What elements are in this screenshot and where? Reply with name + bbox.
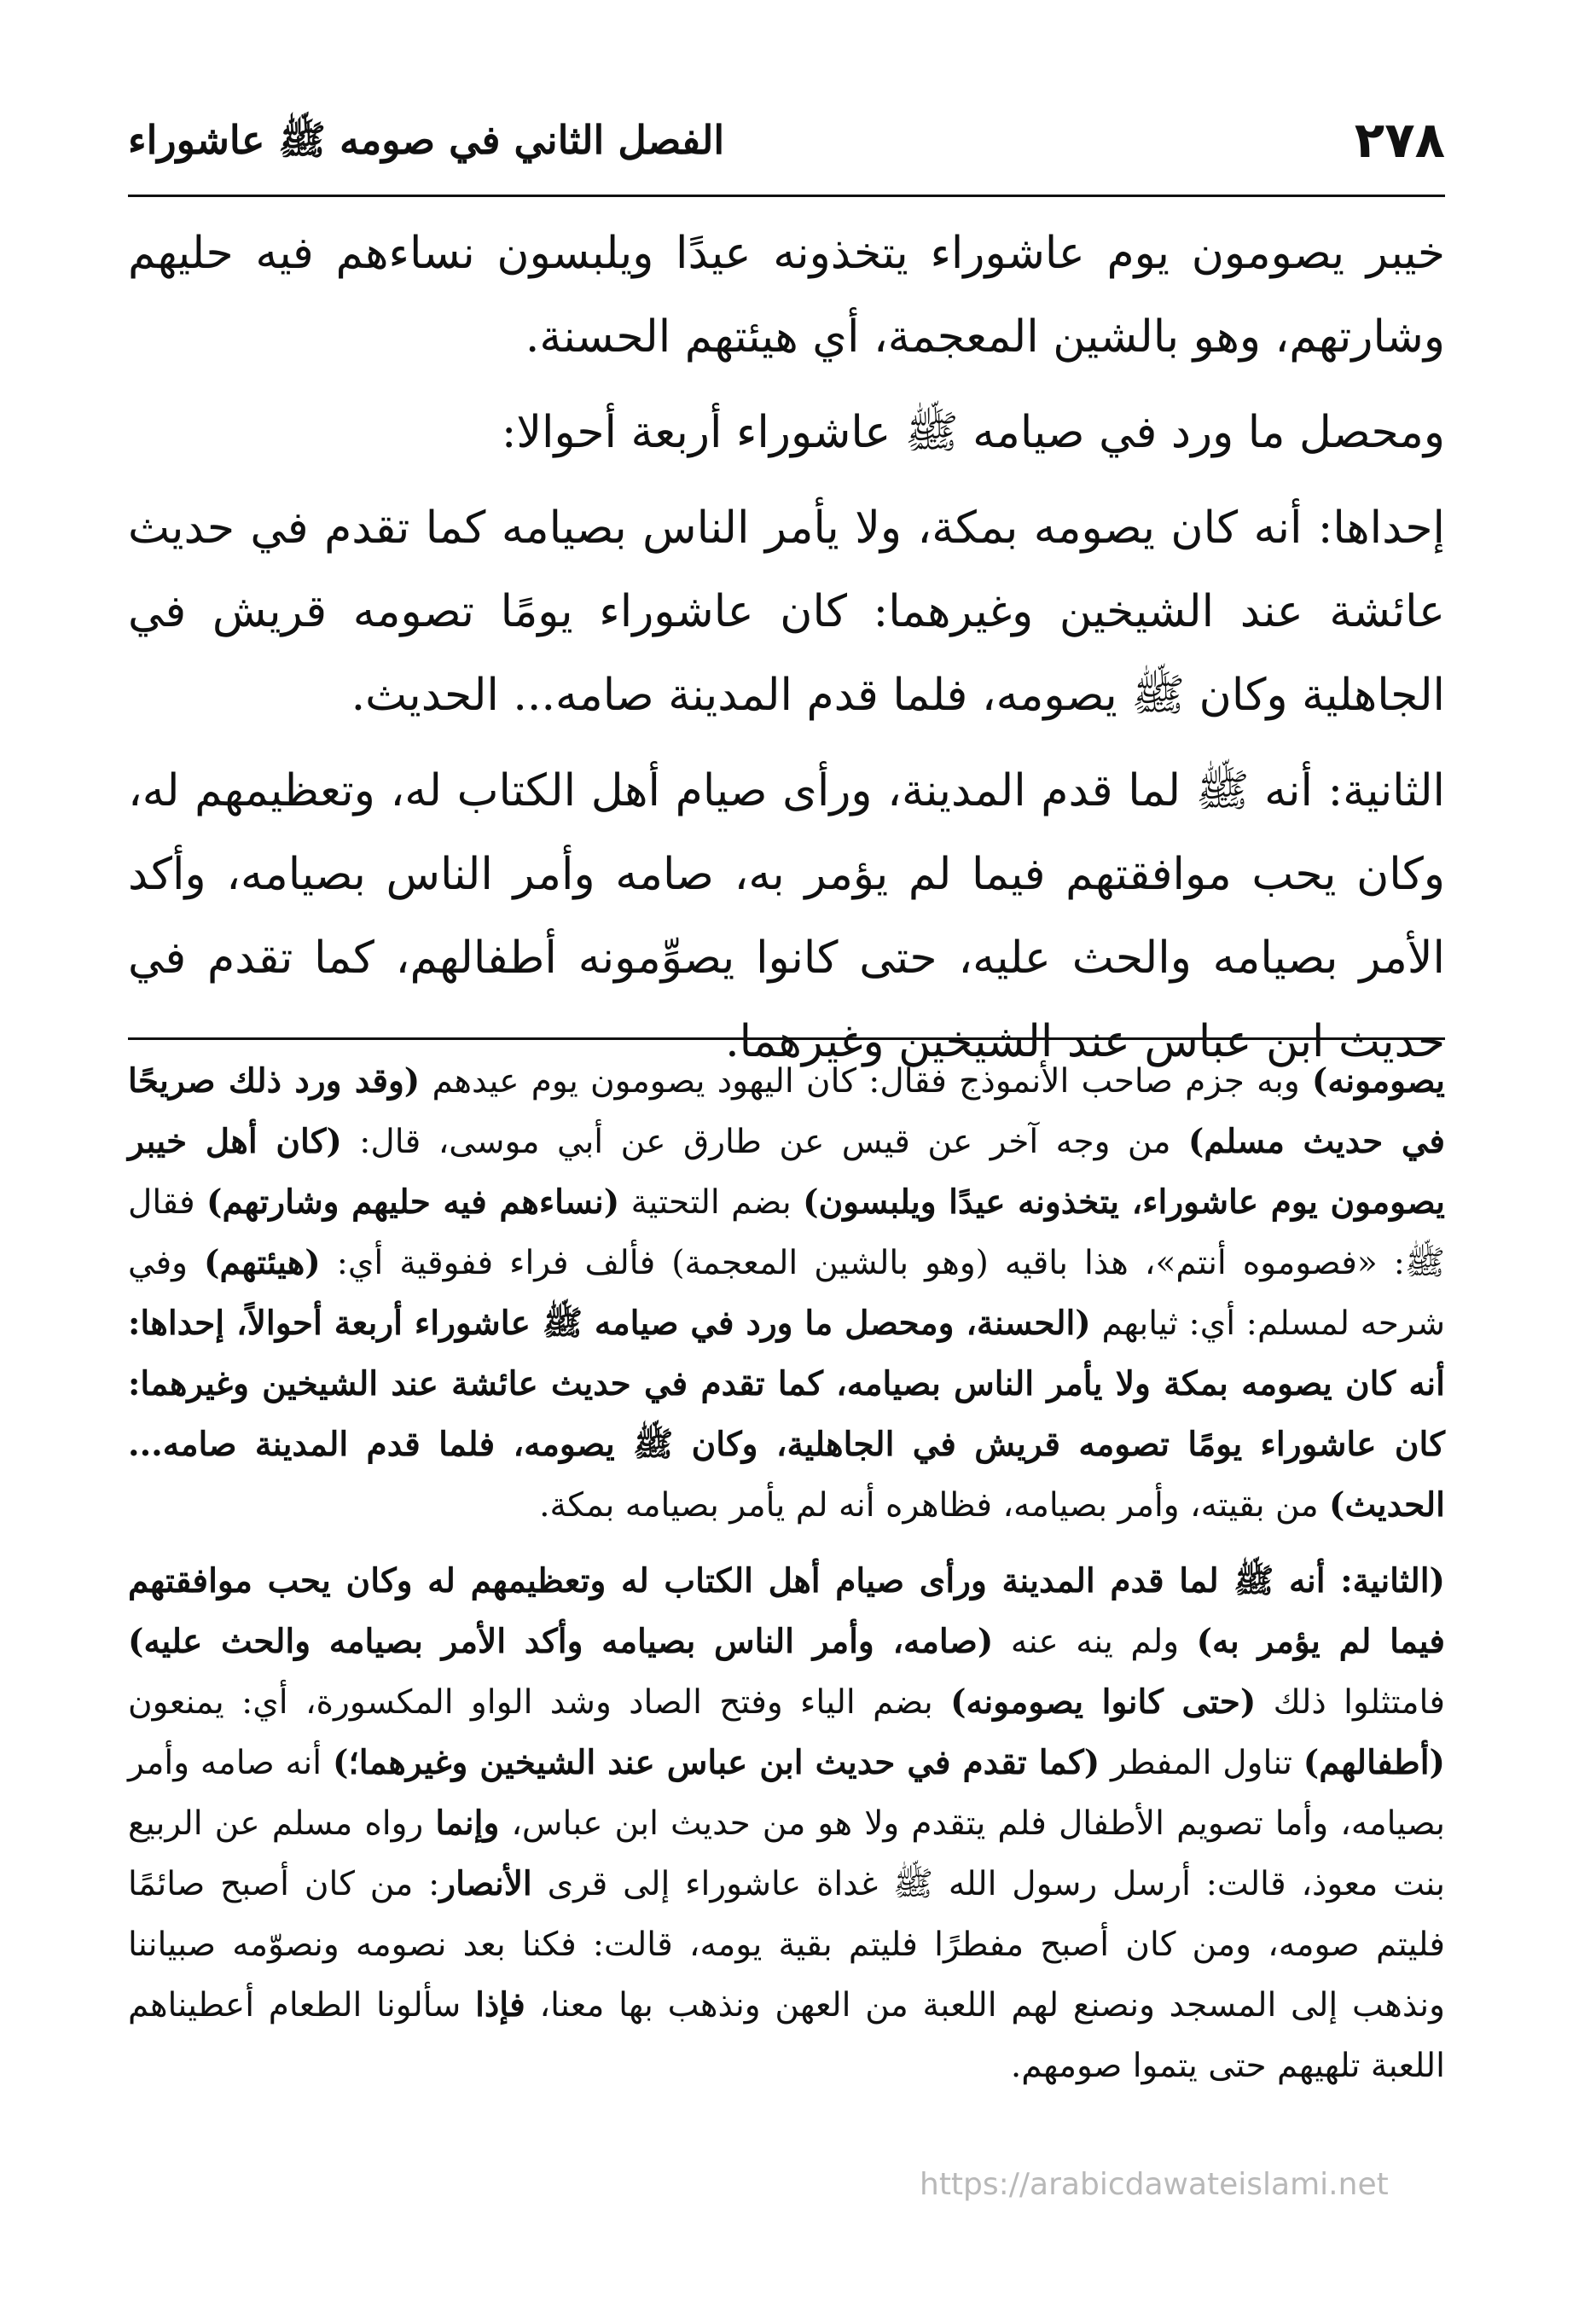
f2-segment-15: سألونا الطعام أعطيناهم اللعبة تلهيهم حتى يتموا صومهم. xyxy=(128,1986,1445,2085)
f2-segment-12: الأنصار xyxy=(439,1864,532,1903)
f1-segment-5: بضم التحتية xyxy=(619,1183,804,1222)
f2-segment-1: ولم ينه عنه xyxy=(993,1623,1197,1661)
f1-segment-11: وفي شرحه لمسلم: أي: ثيابهم xyxy=(128,1244,1446,1343)
f2-segment-8: (كما تقدم في حديث ابن عباس عند الشيخين وغيرهما؛) xyxy=(332,1743,1100,1782)
f2-segment-0: (الثانية: أنه ﷺ لما قدم المدينة ورأى صيام أهل الكتاب له وتعظيمهم له وكان يحب موافقتهم فيما لم يؤمر به) xyxy=(128,1561,1445,1661)
f2-segment-14: فإذا xyxy=(475,1985,525,2025)
footnote-divider xyxy=(128,1037,1445,1040)
f1-segment-9: فألف فراء ففوقية أي: xyxy=(320,1244,672,1282)
f2-segment-11: رواه مسلم عن الربيع بنت معوذ، قالت: أرسل رسول الله ﷺ غداة عاشوراء إلى قرى xyxy=(128,1804,1445,1903)
f1-segment-3: من وجه آخر عن قيس عن طارق عن أبي موسى، قال: xyxy=(341,1123,1188,1161)
f1-segment-2: (وقد ورد ذلك صريحًا في حديث مسلم) xyxy=(128,1061,1445,1161)
f2-segment-7: تناول المفطر xyxy=(1100,1744,1303,1782)
main-paragraph-3: إحداها: أنه كان يصومه بمكة، ولا يأمر الناس بصيامه كما تقدم في حديث عائشة عند الشيخين وغيرهما: كان عاشوراء يومًا تصومه قريش في الجاهلية وكان ﷺ يصومه، فلما قدم المدينة صامه... الحديث. xyxy=(128,503,1445,721)
main-text xyxy=(128,212,1445,1095)
f1-segment-8: (وهو بالشين المعجمة) xyxy=(671,1244,989,1282)
main-paragraph-1: خيبر يصومون يوم عاشوراء يتخذونه عيدًا ويلبسون نساءهم فيه حليهم وشارتهم، وهو بالشين المعجمة، أي هيئتهم الحسنة. xyxy=(128,228,1445,363)
f1-segment-1: وبه جزم صاحب الأنموذج فقال: كان اليهود يصومون يوم عيدهم xyxy=(420,1062,1312,1101)
chapter-title: الفصل الثاني في صومه ﷺ عاشوراء xyxy=(128,117,725,163)
f1-segment-6: (نساءهم فيه حليهم وشارتهم) xyxy=(206,1182,620,1222)
page-number: ٢٧٨ xyxy=(1354,111,1445,169)
f2-segment-3: فامتثلوا ذلك xyxy=(1256,1683,1445,1722)
main-paragraph-4: الثانية: أنه ﷺ لما قدم المدينة، ورأى صيام أهل الكتاب له، وتعظيمهم له، وكان يحب موافقتهم فيما لم يؤمر به، صامه وأمر الناس بصيامه، وأكد الأمر بصيامه والحث عليه، حتى كانوا يصوِّمونه أطفالهم، كما تقدم في حديث ابن عباس عند الشيخين وغيرهما. xyxy=(128,765,1445,1067)
f1-segment-4: (كان أهل خيبر يصومون يوم عاشوراء، يتخذونه عيدًا ويلبسون) xyxy=(128,1122,1445,1222)
main-paragraph-2: ومحصل ما ورد في صيامه ﷺ عاشوراء أربعة أحوالا: xyxy=(501,407,1445,458)
f2-segment-2: (صامه، وأمر الناس بصيامه وأكد الأمر بصيامه والحث عليه) xyxy=(128,1622,994,1661)
header-divider xyxy=(128,195,1445,197)
f1-segment-7: فقال ﷺ: «فصوموه أنتم»، هذا باقيه xyxy=(128,1183,1445,1282)
f1-segment-0: يصومونه) xyxy=(1311,1061,1445,1101)
f1-segment-10: (هيئتهم) xyxy=(204,1243,321,1282)
f2-segment-5: بضم الياء وفتح الصاد وشد الواو المكسورة، أي: يمنعون xyxy=(128,1683,951,1722)
watermark-url: https://arabicdawateislami.net xyxy=(920,2167,1389,2202)
f2-segment-13: : من كان أصبح صائمًا فليتم صومه، ومن كان أصبح مفطرًا فليتم بقية يومه، قالت: فكنا بعد نصومه ونصوّمه صبياننا ونذهب إلى المسجد ونصنع لهم اللعبة من العهن ونذهب بها معنا، xyxy=(128,1865,1445,2025)
f2-segment-9: أنه صامه وأمر بصيامه، وأما تصويم الأطفال فلم يتقدم ولا هو من حديث ابن عباس، xyxy=(128,1744,1445,1843)
commentary-paragraph-1 xyxy=(128,1051,1445,1536)
f1-segment-12: (الحسنة، ومحصل ما ورد في صيامه ﷺ عاشوراء أربعة أحوالاً، إحداها: أنه كان يصومه بمكة ولا يأمر الناس بصيامه، كما تقدم في حديث عائشة عند الشيخين وغيرهما: كان عاشوراء يومًا تصومه قريش في الجاهلية، وكان ﷺ يصومه، فلما قدم المدينة صامه... الحديث) xyxy=(128,1304,1445,1525)
f2-segment-10: وإنما xyxy=(435,1804,500,1843)
commentary-notes xyxy=(128,1051,1445,2112)
f2-segment-6: (أطفالهم) xyxy=(1303,1743,1446,1782)
commentary-paragraph-2 xyxy=(128,1551,1445,2096)
page-header xyxy=(128,111,1445,188)
f2-segment-4: (حتى كانوا يصومونه) xyxy=(950,1682,1257,1722)
f1-segment-13: من بقيته، وأمر بصيامه، فظاهره أنه لم يأمر بصيامه بمكة. xyxy=(539,1486,1330,1525)
